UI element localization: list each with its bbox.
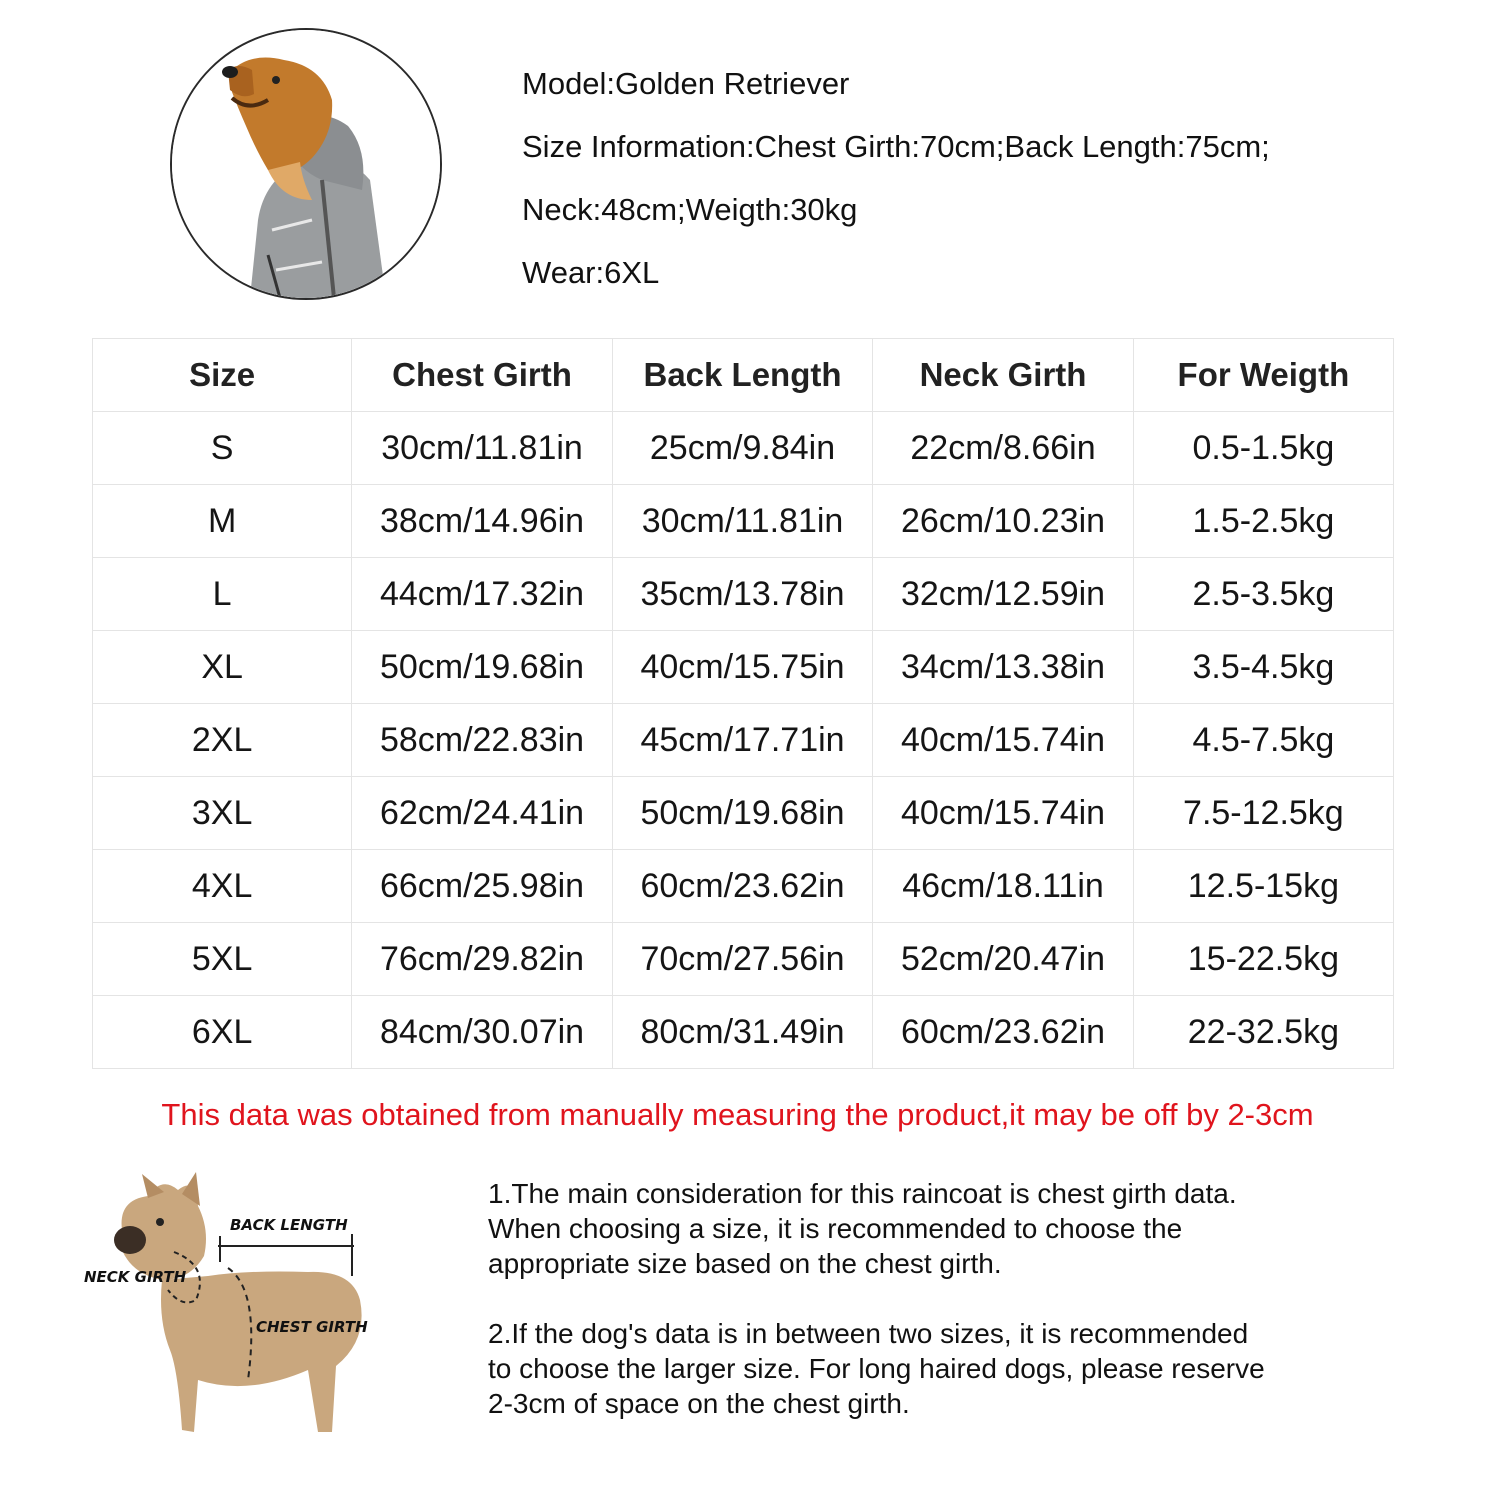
- cell-size: L: [93, 558, 352, 631]
- cell-size: XL: [93, 631, 352, 704]
- cell-size: M: [93, 485, 352, 558]
- model-info: [522, 52, 1270, 304]
- cell-back-length: 60cm/23.62in: [612, 850, 873, 923]
- cell-neck-girth: 60cm/23.62in: [873, 996, 1134, 1069]
- note-2-line: 2.If the dog's data is in between two sizes, it is recommended: [488, 1318, 1249, 1349]
- header-back-length: Back Length: [612, 339, 873, 412]
- cell-back-length: 50cm/19.68in: [612, 777, 873, 850]
- cell-weight: 0.5-1.5kg: [1133, 412, 1393, 485]
- cell-neck-girth: 32cm/12.59in: [873, 558, 1134, 631]
- table-row: [93, 923, 1394, 996]
- cell-weight: 22-32.5kg: [1133, 996, 1393, 1069]
- cell-neck-girth: 46cm/18.11in: [873, 850, 1134, 923]
- cell-back-length: 45cm/17.71in: [612, 704, 873, 777]
- cell-weight: 3.5-4.5kg: [1133, 631, 1393, 704]
- header-size: Size: [93, 339, 352, 412]
- cell-chest-girth: 66cm/25.98in: [352, 850, 613, 923]
- cell-chest-girth: 58cm/22.83in: [352, 704, 613, 777]
- note-1-line: 1.The main consideration for this raincoat is chest girth data.: [488, 1178, 1237, 1209]
- cell-neck-girth: 52cm/20.47in: [873, 923, 1134, 996]
- cell-weight: 7.5-12.5kg: [1133, 777, 1393, 850]
- cell-weight: 2.5-3.5kg: [1133, 558, 1393, 631]
- cell-neck-girth: 26cm/10.23in: [873, 485, 1134, 558]
- model-neck-weight: Neck:48cm;Weigth:30kg: [522, 192, 858, 227]
- table-row: [93, 558, 1394, 631]
- cell-back-length: 30cm/11.81in: [612, 485, 873, 558]
- golden-retriever-illustration: [172, 30, 440, 298]
- note-1-line: appropriate size based on the chest girth.: [488, 1248, 1002, 1279]
- model-size-info: Size Information:Chest Girth:70cm;Back Length:75cm;: [522, 129, 1270, 164]
- cell-size: 6XL: [93, 996, 352, 1069]
- header-neck-girth: Neck Girth: [873, 339, 1134, 412]
- table-row: [93, 850, 1394, 923]
- table-row: [93, 704, 1394, 777]
- cell-chest-girth: 50cm/19.68in: [352, 631, 613, 704]
- cell-size: 4XL: [93, 850, 352, 923]
- cell-chest-girth: 38cm/14.96in: [352, 485, 613, 558]
- cell-weight: 1.5-2.5kg: [1133, 485, 1393, 558]
- measurement-disclaimer: This data was obtained from manually measuring the product,it may be off by 2-3cm: [161, 1097, 1314, 1132]
- note-2-line: to choose the larger size. For long haired dogs, please reserve: [488, 1353, 1265, 1384]
- measurement-diagram: [78, 1170, 408, 1460]
- bulldog-measurement-illustration: [78, 1170, 408, 1460]
- cell-weight: 4.5-7.5kg: [1133, 704, 1393, 777]
- cell-size: 5XL: [93, 923, 352, 996]
- cell-back-length: 40cm/15.75in: [612, 631, 873, 704]
- note-2-line: 2-3cm of space on the chest girth.: [488, 1388, 910, 1419]
- cell-neck-girth: 40cm/15.74in: [873, 704, 1134, 777]
- header-chest-girth: Chest Girth: [352, 339, 613, 412]
- cell-chest-girth: 30cm/11.81in: [352, 412, 613, 485]
- back-length-label: BACK LENGTH: [230, 1216, 348, 1234]
- cell-chest-girth: 62cm/24.41in: [352, 777, 613, 850]
- header-for-weight: For Weigth: [1133, 339, 1393, 412]
- table-row: [93, 777, 1394, 850]
- cell-neck-girth: 22cm/8.66in: [873, 412, 1134, 485]
- size-chart-table: [92, 338, 1394, 1069]
- cell-size: 2XL: [93, 704, 352, 777]
- chest-girth-label: CHEST GIRTH: [256, 1318, 368, 1336]
- cell-size: 3XL: [93, 777, 352, 850]
- table-row: [93, 485, 1394, 558]
- cell-weight: 15-22.5kg: [1133, 923, 1393, 996]
- size-note-1: [488, 1176, 1237, 1281]
- cell-neck-girth: 34cm/13.38in: [873, 631, 1134, 704]
- note-1-line: When choosing a size, it is recommended to choose the: [488, 1213, 1183, 1244]
- cell-size: S: [93, 412, 352, 485]
- cell-back-length: 25cm/9.84in: [612, 412, 873, 485]
- model-name: Model:Golden Retriever: [522, 66, 850, 101]
- cell-chest-girth: 84cm/30.07in: [352, 996, 613, 1069]
- cell-weight: 12.5-15kg: [1133, 850, 1393, 923]
- cell-chest-girth: 44cm/17.32in: [352, 558, 613, 631]
- cell-chest-girth: 76cm/29.82in: [352, 923, 613, 996]
- model-dog-photo: [170, 28, 442, 300]
- neck-girth-label: NECK GIRTH: [84, 1268, 187, 1286]
- cell-neck-girth: 40cm/15.74in: [873, 777, 1134, 850]
- table-row: [93, 631, 1394, 704]
- model-wear-size: Wear:6XL: [522, 255, 660, 290]
- cell-back-length: 35cm/13.78in: [612, 558, 873, 631]
- table-header-row: [93, 339, 1394, 412]
- table-row: [93, 412, 1394, 485]
- cell-back-length: 80cm/31.49in: [612, 996, 873, 1069]
- size-note-2: [488, 1316, 1265, 1421]
- cell-back-length: 70cm/27.56in: [612, 923, 873, 996]
- table-row: [93, 996, 1394, 1069]
